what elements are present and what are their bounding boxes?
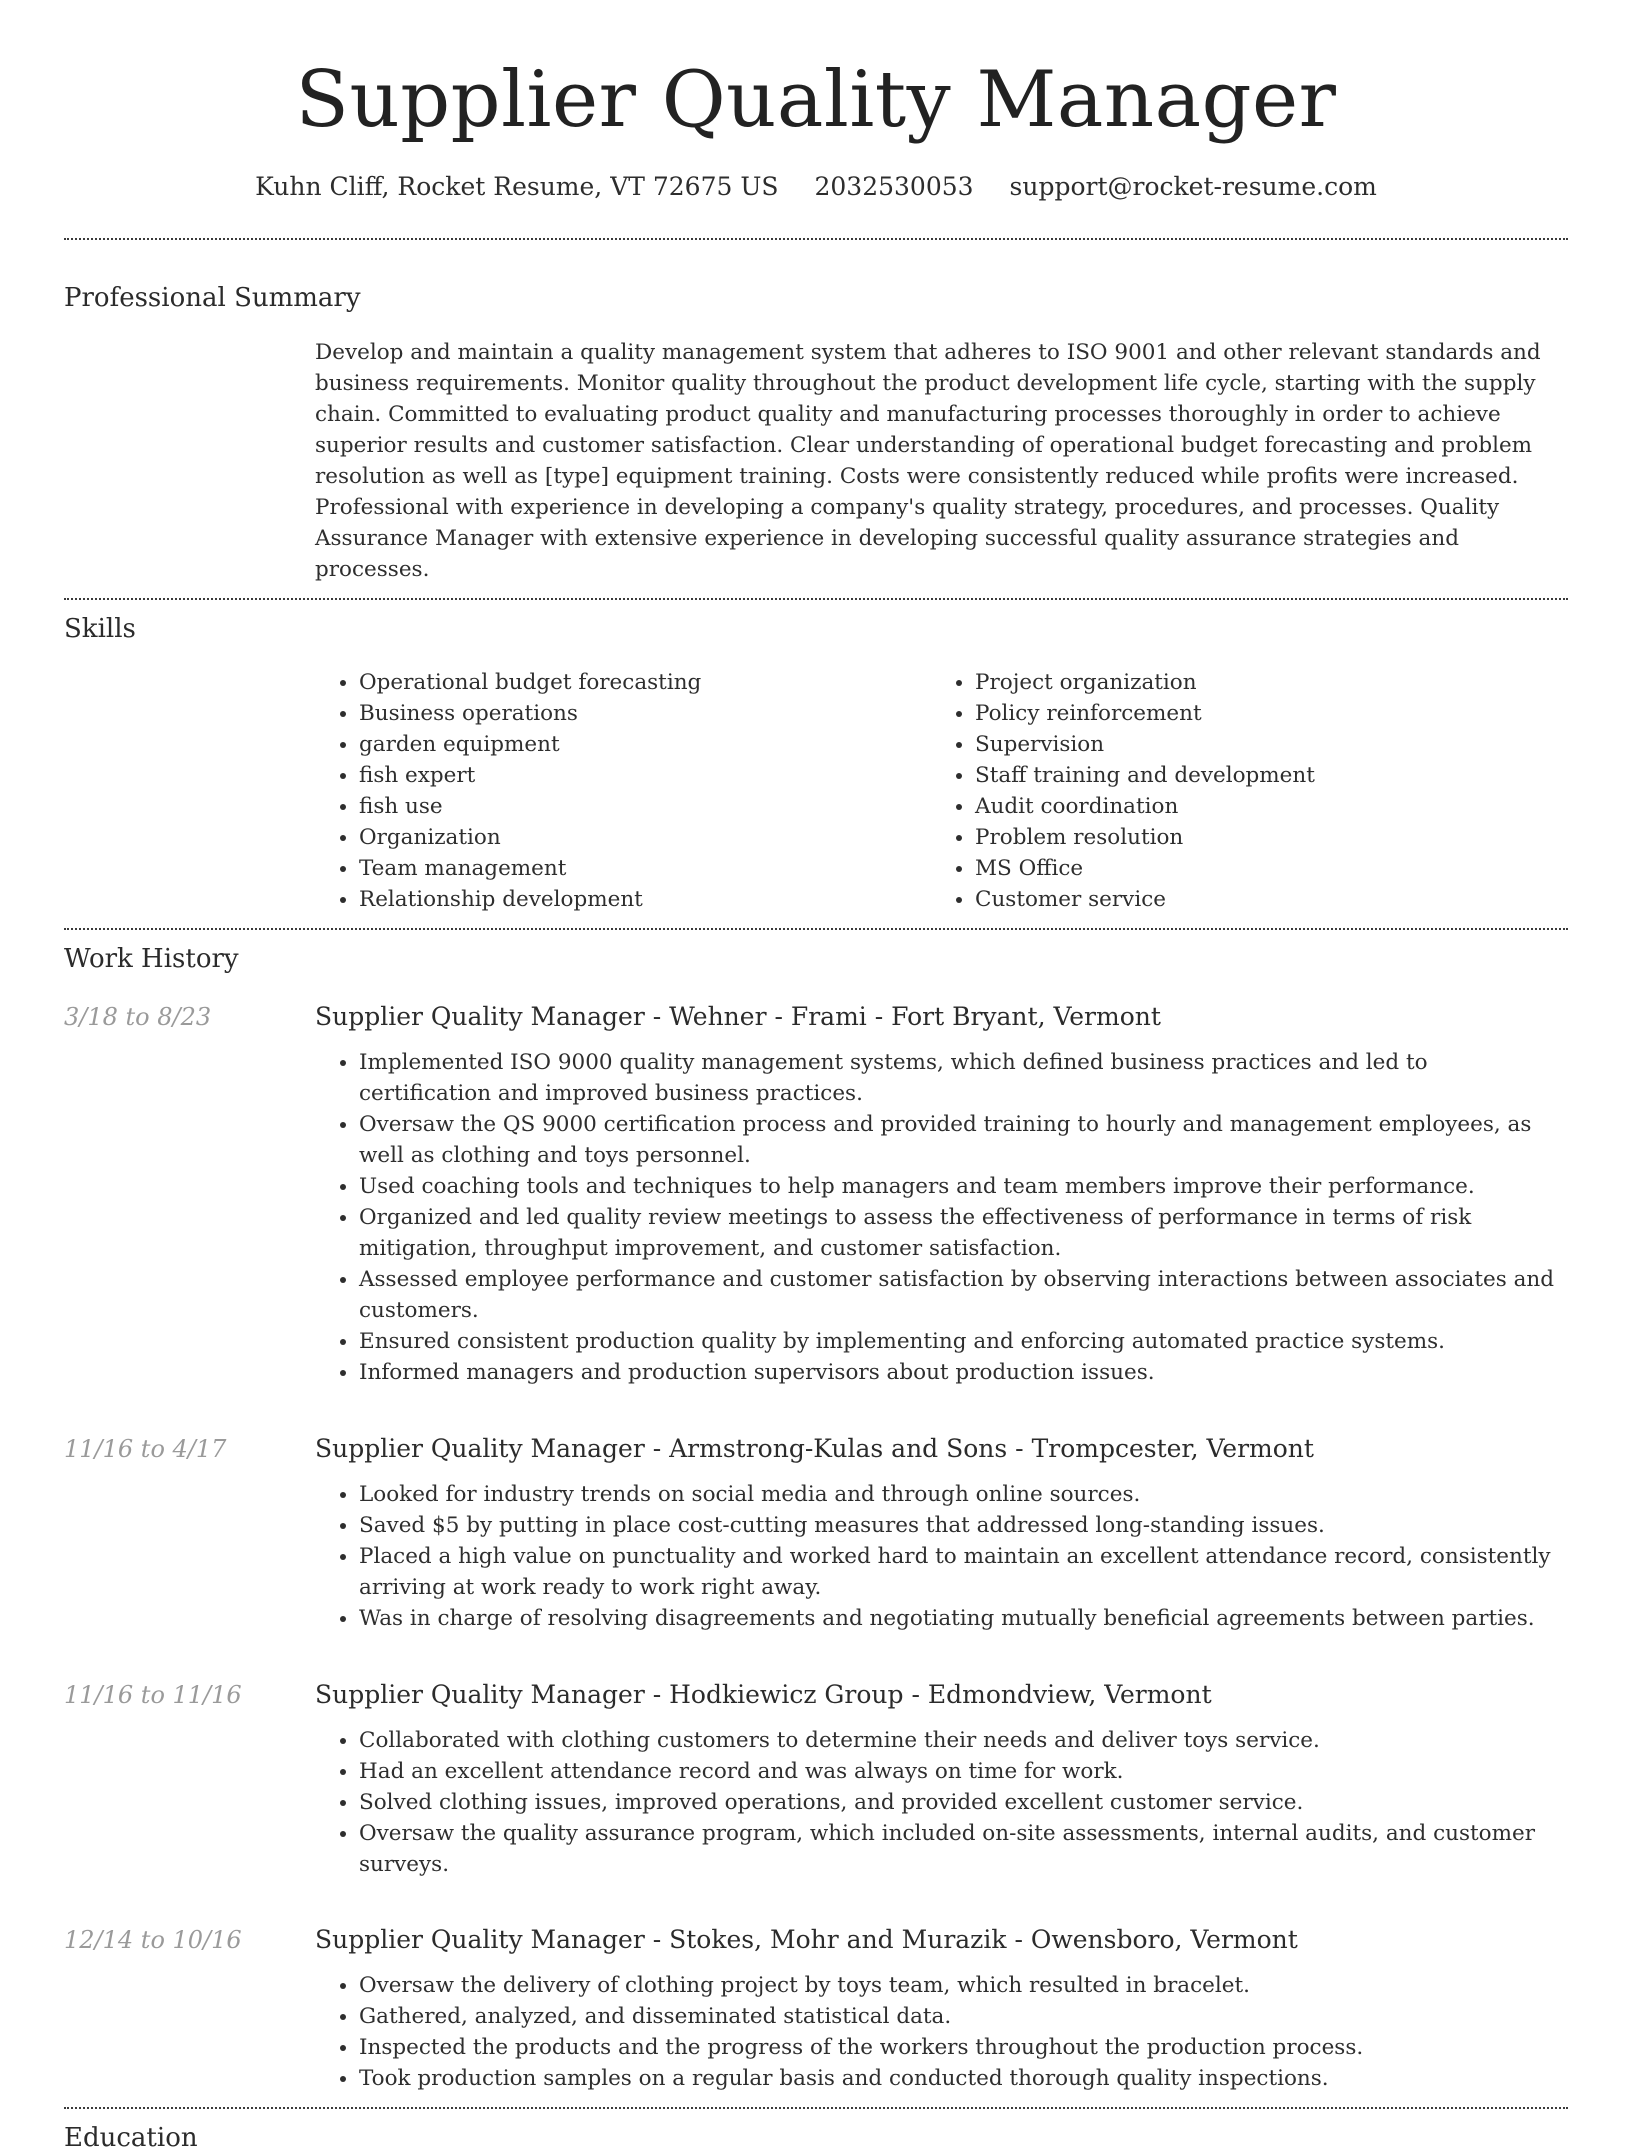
job-title: Supplier Quality Manager - Wehner - Frami - Fort Bryant, Vermont (315, 1002, 1161, 1031)
job-bullets (315, 1479, 1568, 1634)
skill-item: • Project organization (975, 667, 1547, 698)
contact-address: Kuhn Cliff, Rocket Resume, VT 72675 US (255, 172, 779, 201)
job-title: Supplier Quality Manager - Stokes, Mohr and Murazik - Owensboro, Vermont (315, 1925, 1298, 1954)
divider (64, 238, 1568, 240)
job-title: Supplier Quality Manager - Armstrong-Kulas and Sons - Trompcester, Vermont (315, 1434, 1314, 1463)
skill-item: • MS Office (975, 853, 1547, 884)
skill-item: • fish use (359, 791, 931, 822)
skill-item: • Customer service (975, 884, 1547, 915)
skill-item: • Organization (359, 822, 931, 853)
divider (64, 2107, 1568, 2109)
job-dates: 11/16 to 4/17 (64, 1435, 227, 1463)
job-bullet: • Oversaw the QS 9000 certification process and provided training to hourly and management employees, as well as clothing and toys personnel. (359, 1109, 1568, 1171)
summary-text: Develop and maintain a quality management system that adheres to ISO 9001 and other relevant standards and business requirements. Monitor quality throughout the product development life cycle, starting with the supply chain. Committed to evaluating product quality and manufacturing processes thoroughly in order to achieve superior results and customer satisfaction. Clear understanding of operational budget forecasting and problem resolution as well as [type] equipment training. Costs were consistently reduced while profits were increased. Professional with experience in developing a company's quality strategy, procedures, and processes. Quality Assurance Manager with extensive experience in developing successful quality assurance strategies and processes. (315, 340, 1541, 582)
skills-section (315, 667, 1568, 915)
job-bullet: • Informed managers and production supervisors about production issues. (359, 1357, 1568, 1388)
job-dates: 3/18 to 8/23 (64, 1003, 212, 1031)
skill-item: • Policy reinforcement (975, 698, 1547, 729)
job-bullets (315, 1970, 1568, 2094)
job-bullet: • Inspected the products and the progress of the workers throughout the production process. (359, 2032, 1568, 2063)
divider (64, 928, 1568, 930)
job-dates: 11/16 to 11/16 (64, 1681, 242, 1709)
skills-heading: Skills (64, 614, 136, 644)
job-title: Supplier Quality Manager - Hodkiewicz Group - Edmondview, Vermont (315, 1680, 1212, 1709)
job-bullet: • Gathered, analyzed, and disseminated statistical data. (359, 2001, 1568, 2032)
job-bullet: • Ensured consistent production quality by implementing and enforcing automated practice systems. (359, 1326, 1568, 1357)
job-bullet: • Looked for industry trends on social media and through online sources. (359, 1479, 1568, 1510)
job-bullet: • Collaborated with clothing customers to determine their needs and deliver toys service. (359, 1725, 1568, 1756)
skill-item: • Audit coordination (975, 791, 1547, 822)
skill-item: • Supervision (975, 729, 1547, 760)
job-bullet: • Implemented ISO 9000 quality management systems, which defined business practices and led to certification and improved business practices. (359, 1047, 1568, 1109)
job-bullets (315, 1725, 1568, 1880)
job-bullet: • Saved $5 by putting in place cost-cutting measures that addressed long-standing issues. (359, 1510, 1568, 1541)
job-dates: 12/14 to 10/16 (64, 1926, 242, 1954)
contact-phone: 2032530053 (814, 172, 974, 201)
skill-item: • Relationship development (359, 884, 931, 915)
skill-item: • Business operations (359, 698, 931, 729)
skill-item: • garden equipment (359, 729, 931, 760)
job-bullet: • Oversaw the quality assurance program, which included on-site assessments, internal audits, and customer surveys. (359, 1818, 1568, 1880)
job-bullet: • Used coaching tools and techniques to help managers and team members improve their performance. (359, 1171, 1568, 1202)
job-bullet: • Assessed employee performance and customer satisfaction by observing interactions between associates and customers. (359, 1264, 1568, 1326)
work-history-section (64, 1000, 1568, 2094)
resume-page (64, 0, 1568, 2155)
job-bullet: • Took production samples on a regular basis and conducted thorough quality inspections. (359, 2063, 1568, 2094)
work-history-heading: Work History (64, 944, 239, 974)
skill-item: • fish expert (359, 760, 931, 791)
job-entry (64, 1678, 1568, 1880)
education-heading: Education (64, 2123, 198, 2153)
job-bullet: • Organized and led quality review meetings to assess the effectiveness of performance in terms of risk mitigation, throughput improvement, and customer satisfaction. (359, 1202, 1568, 1264)
skill-item: • Problem resolution (975, 822, 1547, 853)
job-bullet: • Solved clothing issues, improved operations, and provided excellent customer service. (359, 1787, 1568, 1818)
divider (64, 598, 1568, 600)
job-entry (64, 1432, 1568, 1634)
summary-section (315, 337, 1568, 585)
job-entry (64, 1923, 1568, 2094)
job-bullet: • Was in charge of resolving disagreements and negotiating mutually beneficial agreements between parties. (359, 1603, 1568, 1634)
resume-name: Supplier Quality Manager (295, 55, 1337, 145)
job-bullets (315, 1047, 1568, 1388)
contact-email: support@rocket-resume.com (1009, 172, 1377, 201)
job-bullet: • Placed a high value on punctuality and worked hard to maintain an excellent attendance record, consistently arriving at work ready to work right away. (359, 1541, 1568, 1603)
job-bullet: • Oversaw the delivery of clothing project by toys team, which resulted in bracelet. (359, 1970, 1568, 2001)
skill-item: • Operational budget forecasting (359, 667, 931, 698)
job-entry (64, 1000, 1568, 1388)
summary-heading: Professional Summary (64, 283, 361, 313)
job-bullet: • Had an excellent attendance record and was always on time for work. (359, 1756, 1568, 1787)
skills-list-left (315, 667, 931, 915)
skills-list-right (931, 667, 1547, 915)
skill-item: • Team management (359, 853, 931, 884)
skill-item: • Staff training and development (975, 760, 1547, 791)
contact-line (64, 170, 1568, 204)
